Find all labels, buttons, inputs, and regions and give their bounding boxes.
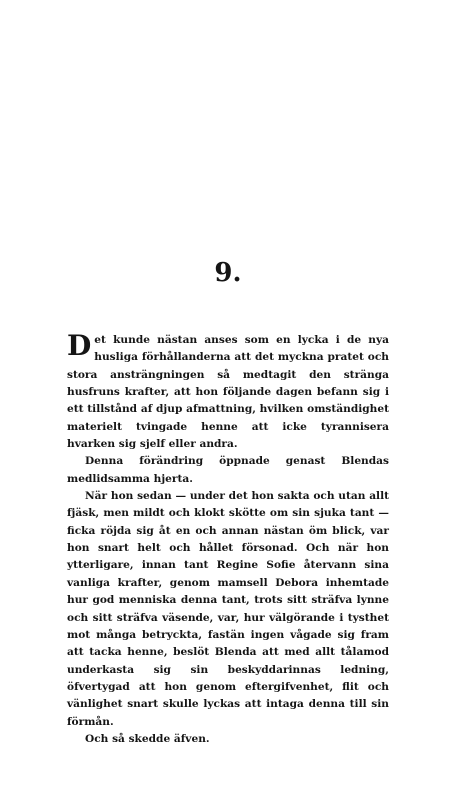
- paragraph-4: Och så skedde äfven.: [85, 732, 210, 745]
- paragraph-2: Denna förändring öppnade genast Blendas medlidsamma hjerta.: [67, 455, 389, 485]
- chapter-text: [67, 329, 389, 748]
- chapter-number: 9.: [214, 258, 242, 288]
- paragraph-1: [67, 329, 389, 453]
- drop-cap: D: [67, 329, 92, 362]
- paragraph-1-text: et kunde nästan anses som en lycka i de nya husliga förhållanderna att det myckna pratet och stora ansträngningen så medtagit den stränga husfruns krafter, att hon följande dagen befann sig i ett tillstånd af djup afmattning, hvilken omständighet materielt tvingade henne att icke tyrannisera hvarken sig sjelf eller andra.: [67, 334, 389, 451]
- paragraph-3: När hon sedan — under det hon sakta och utan allt fjäsk, men mildt och klokt skötte om sin sjuka tant — ficka röjda sig åt en och annan nästan öm blick, var hon snart helt och hållet försonad. Och när hon ytterligare, innan tant Regine Sofie återvann sina vanliga krafter, genom mamsell Debora inhemtade hur god menniska denna tant, trots sitt sträfva lynne och sitt sträfva väsende, var, hur välgörande i tysthet mot många betryckta, fastän ingen vågade sig fram att tacka henne, beslöt Blenda att med allt tålamod underkasta sig sin beskyddarinnas ledning, öfvertygad att hon genom eftergifvenhet, flit och vänlighet snart skulle lyckas att intaga denna till sin förmån.: [67, 490, 389, 728]
